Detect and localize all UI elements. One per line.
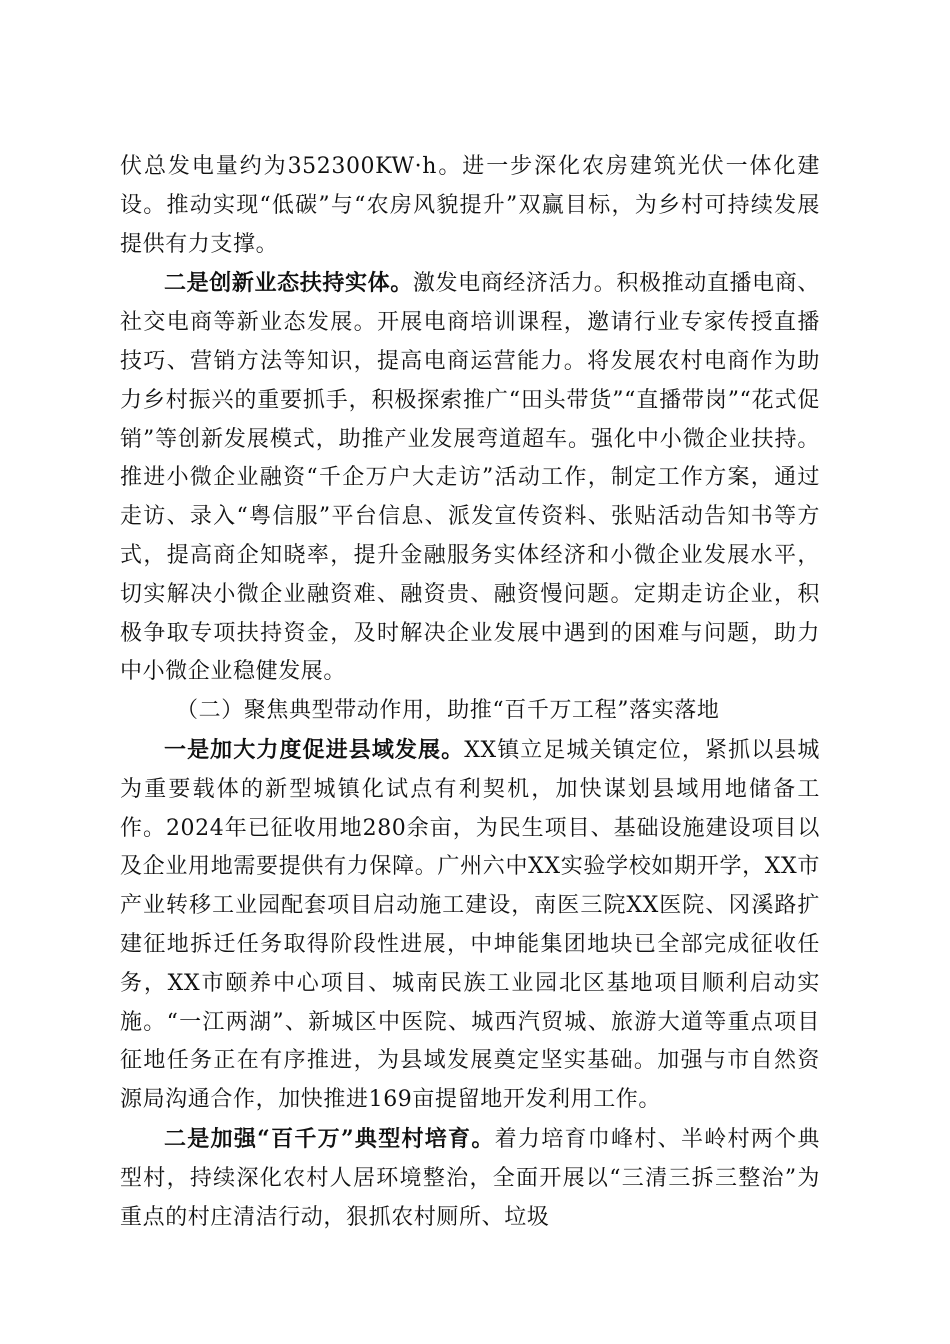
paragraph-lead: 二是创新业态扶持实体。 <box>164 270 413 297</box>
paragraph-continued <box>120 148 820 264</box>
paragraph-text: 着力培育巾峰村、半岭村两个典型村，持续深化农村人居环境整治，全面开展以“三清三拆三整治”为重点的村庄清洁行动，狠抓农村厕所、垃圾 <box>120 1126 820 1230</box>
paragraph-business-formats <box>120 264 820 692</box>
paragraph-text: 激发电商经济活力。积极推动直播电商、社交电商等新业态发展。开展电商培训课程，邀请行业专家传授直播技巧、营销方法等知识，提高电商运营能力。将发展农村电商作为助力乡村振兴的重要抓手，积极探索推广“田头带货”“直播带岗”“花式促销”等创新发展模式，助推产业发展弯道超车。强化中小微企业扶持。推进小微企业融资“千企万户大走访”活动工作，制定工作方案，通过走访、录入“粤信服”平台信息、派发宣传资料、张贴活动告知书等方式，提高商企知晓率，提升金融服务实体经济和小微企业发展水平，切实解决小微企业融资难、融资贵、融资慢问题。定期走访企业，积极争取专项扶持资金，及时解决企业发展中遇到的困难与问题，助力中小微企业稳健发展。 <box>120 271 820 685</box>
paragraph-lead: 二是加强“百千万”典型村培育。 <box>164 1125 495 1152</box>
document-body <box>120 148 820 1237</box>
paragraph-lead: 一是加大力度促进县域发展。 <box>164 736 465 763</box>
paragraph-county-development <box>120 731 820 1120</box>
section-heading: （二）聚焦典型带动作用，助推“百千万工程”落实落地 <box>176 698 720 724</box>
paragraph-typical-village <box>120 1120 820 1237</box>
paragraph-text: XX镇立足城关镇定位，紧抓以县城为重要载体的新型城镇化试点有利契机，加快谋划县域用地储备工作。2024年已征收用地280余亩，为民生项目、基础设施建设项目以及企业用地需要提供有力保障。广州六中XX实验学校如期开学，XX市产业转移工业园配套项目启动施工建设，南医三院XX医院、冈溪路扩建征地拆迁任务取得阶段性进展，中坤能集团地块已全部完成征收任务，XX市颐养中心项目、城南民族工业园北区基地项目顺利启动实施。“一江两湖”、新城区中医院、城西汽贸城、旅游大道等重点项目征地任务正在有序推进，为县域发展奠定坚实基础。加强与市自然资源局沟通合作，加快推进169亩提留地开发利用工作。 <box>120 737 820 1113</box>
paragraph-text: 伏总发电量约为352300KW·h。进一步深化农房建筑光伏一体化建设。推动实现“低碳”与“农房风貌提升”双赢目标，为乡村可持续发展提供有力支撑。 <box>120 154 820 257</box>
